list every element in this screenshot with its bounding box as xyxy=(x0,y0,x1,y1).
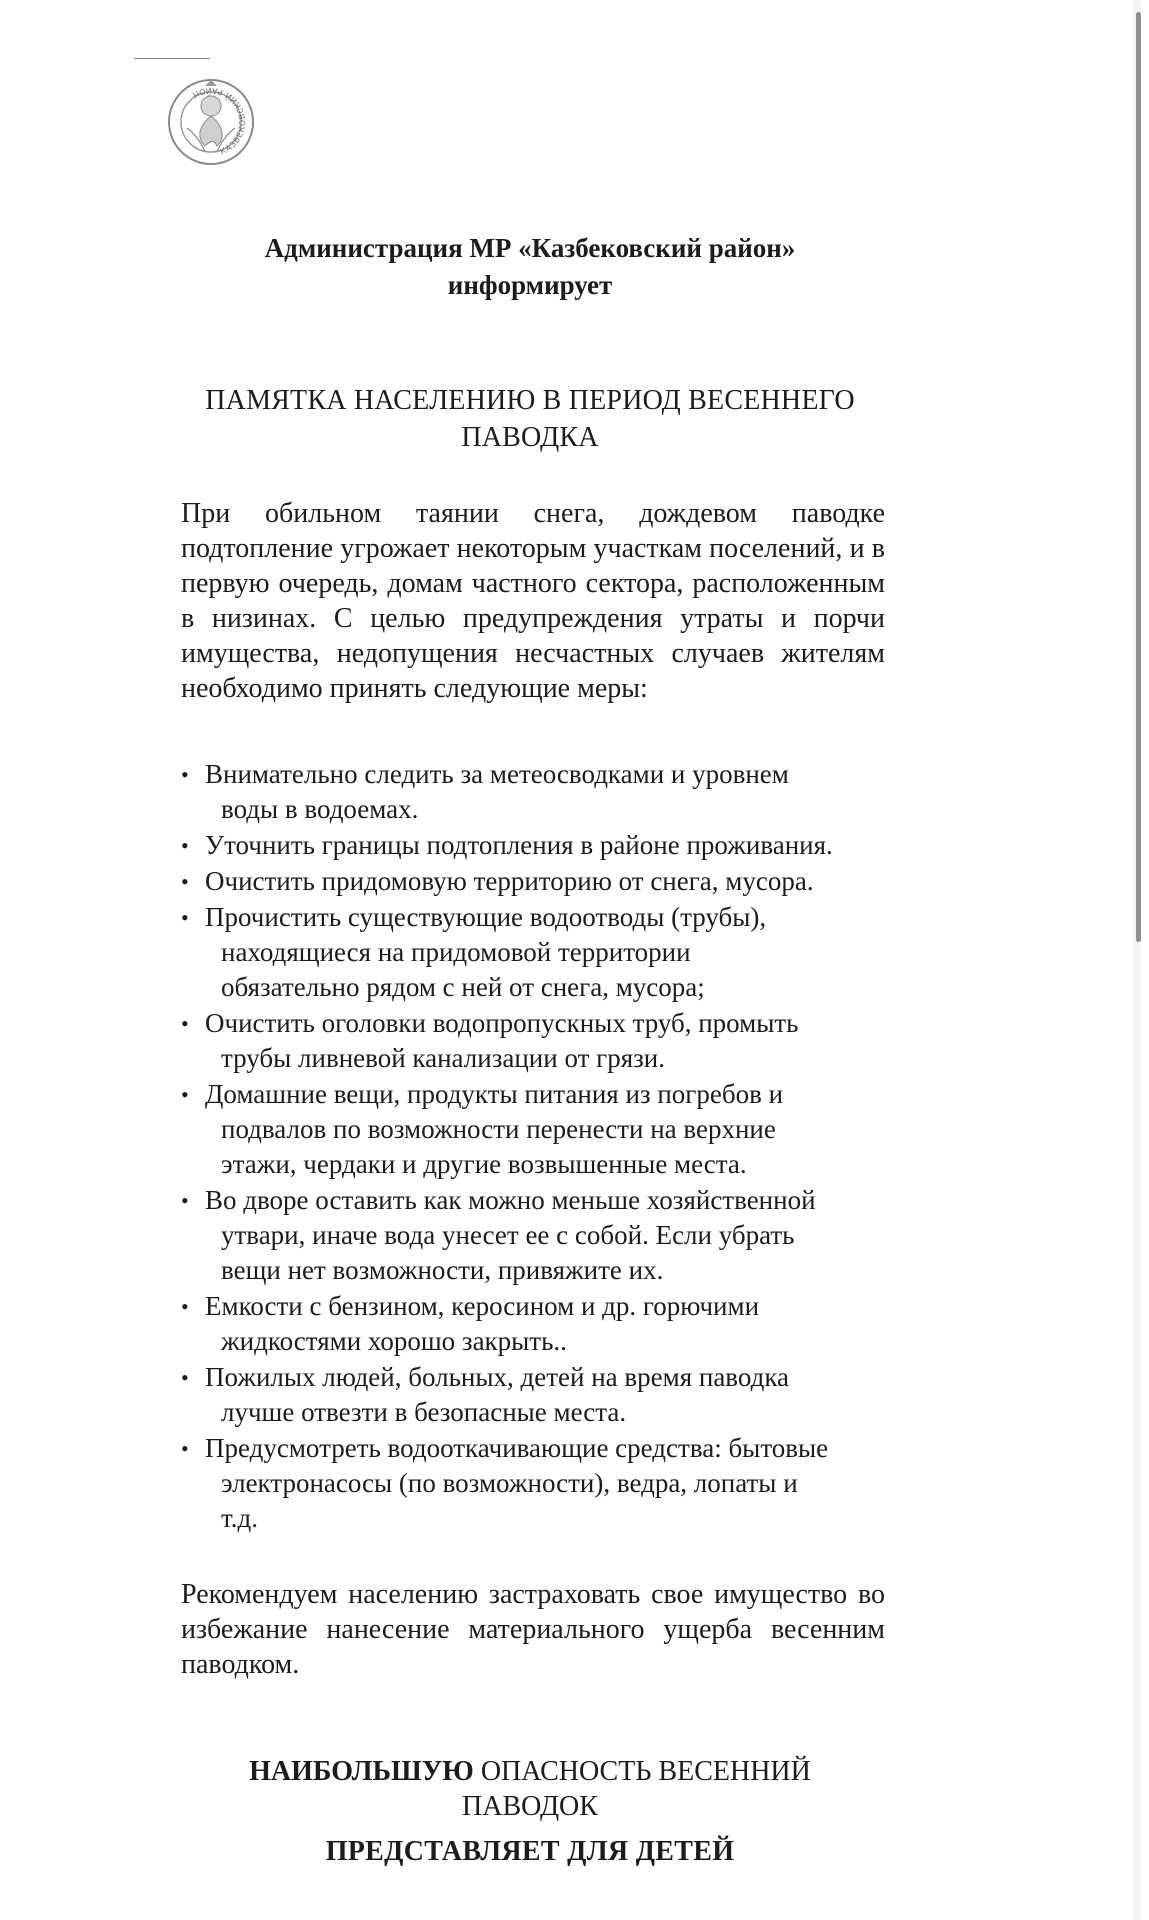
title-line-1: ПАМЯТКА НАСЕЛЕНИЮ В ПЕРИОД ВЕСЕННЕГО xyxy=(205,385,855,416)
header-line-1: Администрация МР «Казбековский район» xyxy=(264,233,796,263)
measure-text xyxy=(205,864,911,899)
measure-line: Очистить оголовки водопропускных труб, промыть xyxy=(205,1008,799,1038)
danger-line-1-rest: ОПАСНОСТЬ ВЕСЕННИЙ xyxy=(473,1756,811,1787)
measure-item xyxy=(181,864,911,899)
measure-line: Во дворе оставить как можно меньше хозяйственной xyxy=(205,1185,816,1215)
bullet-icon: • xyxy=(181,1365,189,1390)
measure-text xyxy=(205,1183,911,1288)
measures-list xyxy=(181,757,911,1537)
measure-line: этажи, чердаки и другие возвышенные места. xyxy=(221,1149,747,1179)
measure-item xyxy=(181,1183,911,1288)
measure-text xyxy=(205,1289,911,1359)
header-line-2: информирует xyxy=(447,270,613,300)
measure-line: Прочистить существующие водоотводы (трубы), xyxy=(205,902,767,932)
measure-line: находящиеся на придомовой территории xyxy=(221,937,691,967)
recommendation-paragraph: Рекомендуем населению застраховать свое имущество во избежание нанесение материального ущерба весенним паводком. xyxy=(181,1579,885,1680)
bullet-icon: • xyxy=(181,762,189,787)
measure-text xyxy=(205,1006,911,1076)
district-emblem-icon xyxy=(165,72,257,172)
measure-item xyxy=(181,1077,911,1182)
measure-item xyxy=(181,1431,911,1536)
measure-line: обязательно рядом с ней от снега, мусора; xyxy=(221,972,705,1002)
svg-text:КАЗБЕКОВСКИЙ РАЙОН: КАЗБЕКОВСКИЙ РАЙОН xyxy=(190,85,248,157)
measure-item xyxy=(181,757,911,827)
bullet-icon: • xyxy=(181,869,189,894)
bullet-icon: • xyxy=(181,1294,189,1319)
bullet-icon: • xyxy=(181,1082,189,1107)
measure-line: Пожилых людей, больных, детей на время паводка xyxy=(205,1362,790,1392)
measure-line: Предусмотреть водооткачивающие средства: бытовые xyxy=(205,1433,829,1463)
measure-item xyxy=(181,1289,911,1359)
measure-line: трубы ливневой канализации от грязи. xyxy=(221,1043,665,1073)
measure-text xyxy=(205,828,911,863)
page-title xyxy=(130,382,930,456)
measure-line: электронасосы (по возможности), ведра, лопаты и xyxy=(221,1468,798,1498)
bullet-icon: • xyxy=(181,833,189,858)
measure-text xyxy=(205,900,911,1005)
measure-line: жидкостями хорошо закрыть.. xyxy=(221,1326,567,1356)
measure-text xyxy=(205,1360,911,1430)
scrollbar-thumb[interactable] xyxy=(1136,12,1141,942)
bullet-icon: • xyxy=(181,905,189,930)
measure-line: Очистить придомовую территорию от снега, мусора. xyxy=(205,866,814,896)
bullet-icon: • xyxy=(181,1436,189,1461)
bullet-icon: • xyxy=(181,1011,189,1036)
measure-item xyxy=(181,1006,911,1076)
measure-line: Домашние вещи, продукты питания из погребов и xyxy=(205,1079,784,1109)
measure-line: т.д. xyxy=(221,1503,259,1533)
danger-subheading: ПРЕДСТАВЛЯЕТ ДЛЯ ДЕТЕЙ xyxy=(325,1836,735,1867)
danger-bold-word: НАИБОЛЬШУЮ xyxy=(249,1756,474,1787)
measure-line: утвари, иначе вода унесет ее с собой. Если убрать xyxy=(221,1220,795,1250)
measure-text xyxy=(205,1077,911,1182)
bullet-icon: • xyxy=(181,1188,189,1213)
header-block xyxy=(130,230,930,304)
danger-line-2: ПАВОДОК xyxy=(462,1791,598,1822)
danger-line-1 xyxy=(130,1754,930,1789)
measure-item xyxy=(181,1360,911,1430)
measure-text xyxy=(205,1431,911,1536)
danger-heading xyxy=(130,1754,930,1824)
intro-paragraph: При обильном таянии снега, дождевом паводке подтопление угрожает некоторым участкам поселений, и в первую очередь, домам частного сектора, расположенным в низинах. С целью предупреждения утраты и порчи имущества, недопущения несчастных случаев жителям необходимо принять следующие меры: xyxy=(181,498,885,704)
measure-line: воды в водоемах. xyxy=(221,794,419,824)
measure-line: Емкости с бензином, керосином и др. горючими xyxy=(205,1291,760,1321)
top-rule xyxy=(134,58,210,59)
measure-text xyxy=(205,757,911,827)
measure-line: Уточнить границы подтопления в районе проживания. xyxy=(205,830,833,860)
measure-line: подвалов по возможности перенести на верхние xyxy=(221,1114,776,1144)
measure-item xyxy=(181,900,911,1005)
measure-line: Внимательно следить за метеосводками и уровнем xyxy=(205,759,789,789)
measure-line: лучше отвезти в безопасные места. xyxy=(221,1397,627,1427)
measure-line: вещи нет возможности, привяжите их. xyxy=(221,1255,664,1285)
measure-item xyxy=(181,828,911,863)
title-line-2: ПАВОДКА xyxy=(461,422,599,453)
